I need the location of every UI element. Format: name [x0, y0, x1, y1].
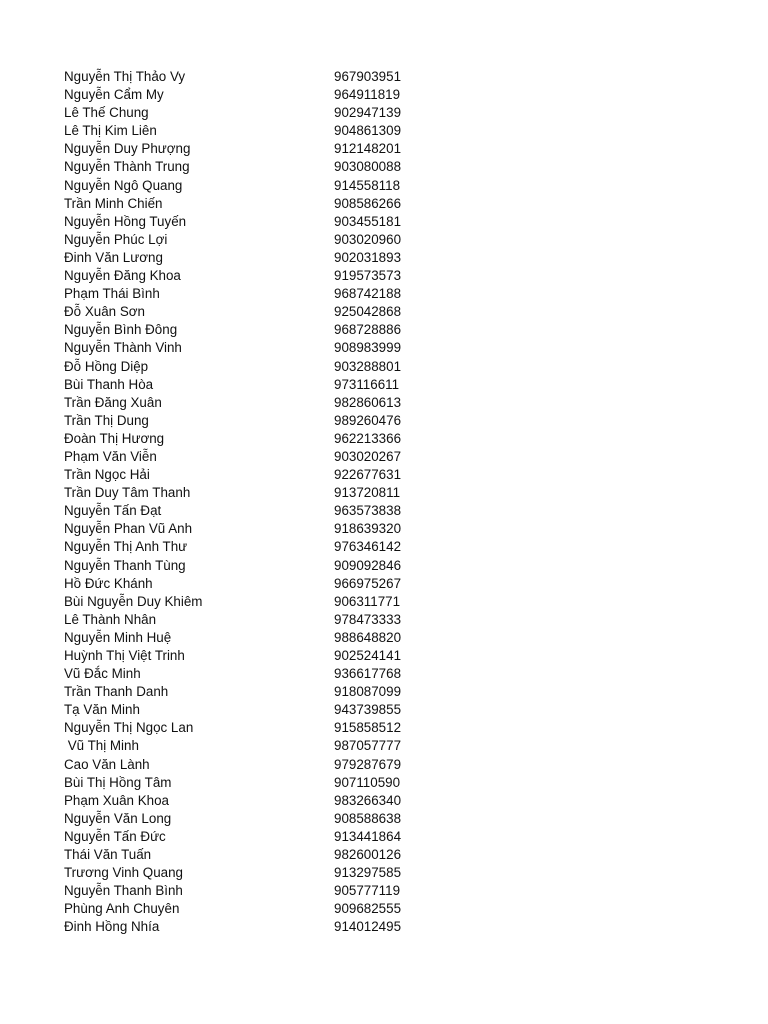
contact-phone: 966975267: [334, 575, 402, 591]
contact-phone: 908588638: [334, 810, 402, 826]
contact-phone: 982860613: [334, 394, 402, 410]
contact-phone: 987057777: [334, 738, 402, 754]
contact-phone: 913441864: [334, 828, 402, 844]
contact-phone: 976346142: [334, 539, 402, 555]
contact-name: Trần Minh Chiến: [64, 195, 163, 211]
contact-phone: 919573573: [334, 268, 402, 284]
contact-name: Nguyễn Thị Thảo Vy: [64, 69, 186, 84]
contact-phone: 968728886: [334, 322, 402, 338]
contact-phone: 909682555: [334, 901, 402, 917]
contact-name: Nguyễn Thị Anh Thư: [64, 539, 188, 555]
contact-phone: 909092846: [334, 557, 402, 573]
list-item: [64, 448, 484, 466]
contact-name: Nguyễn Bình Đông: [64, 322, 178, 338]
contact-name: Nguyễn Văn Long: [64, 810, 172, 826]
contact-phone: 902031893: [334, 249, 402, 265]
contact-name: Trần Thanh Danh: [64, 684, 169, 700]
list-item: [64, 303, 484, 321]
list-item: [64, 611, 484, 629]
contact-name: Lê Thành Nhân: [64, 611, 157, 627]
contact-name: Đinh Hồng Nhía: [64, 919, 160, 935]
contact-name: Đỗ Xuân Sơn: [64, 304, 145, 320]
contact-phone: 904861309: [334, 123, 402, 139]
list-item: [64, 810, 484, 828]
contact-phone: 913720811: [334, 485, 401, 501]
contact-phone: 968742188: [334, 286, 402, 302]
list-item: [64, 68, 484, 86]
contact-name: Bùi Thanh Hòa: [64, 376, 154, 392]
list-item: [64, 520, 484, 538]
list-item: [64, 737, 484, 755]
contact-name: Nguyễn Tấn Đức: [64, 828, 166, 844]
list-item: [64, 864, 484, 882]
contact-name: Nguyễn Phan Vũ Anh: [64, 521, 193, 537]
contact-name: Lê Thị Kim Liên: [64, 123, 157, 139]
contact-name: Nguyễn Ngô Quang: [64, 177, 183, 193]
contact-name: Nguyễn Đăng Khoa: [64, 268, 181, 284]
contact-name: Trần Ngọc Hải: [64, 467, 150, 483]
list-item: [64, 86, 484, 104]
list-item: [64, 231, 484, 249]
contact-phone: 906311771: [334, 593, 401, 609]
list-item: [64, 339, 484, 357]
contact-phone: 905777119: [334, 883, 401, 899]
contact-phone: 964911819: [334, 87, 401, 103]
list-item: [64, 177, 484, 195]
contact-name: Đoàn Thị Hương: [64, 430, 165, 446]
contact-name: Cao Văn Lành: [64, 756, 150, 772]
contact-name: Nguyễn Thị Ngọc Lan: [64, 720, 194, 736]
list-item: [64, 719, 484, 737]
contact-phone: 925042868: [334, 304, 402, 320]
contact-name: Nguyễn Phúc Lợi: [64, 231, 168, 247]
list-item: [64, 158, 484, 176]
contact-name: Nguyễn Thành Vinh: [64, 340, 182, 356]
contact-name: Trần Thị Dung: [64, 412, 149, 428]
list-item: [64, 701, 484, 719]
contact-name: Đỗ Hồng Diệp: [64, 358, 149, 374]
contact-phone: 982600126: [334, 847, 402, 863]
list-item: [64, 358, 484, 376]
contact-name: Trần Đăng Xuân: [64, 394, 162, 410]
contact-phone: 914012495: [334, 919, 402, 935]
contact-name: Trương Vinh Quang: [64, 865, 183, 881]
contact-name: Nguyễn Duy Phượng: [64, 141, 191, 157]
contact-name: Trần Duy Tâm Thanh: [64, 485, 191, 501]
contact-phone: 903020267: [334, 448, 402, 464]
list-item: [64, 792, 484, 810]
list-item: [64, 285, 484, 303]
list-item: [64, 376, 484, 394]
contact-name: Hồ Đức Khánh: [64, 575, 153, 591]
contact-name: Bùi Thị Hồng Tâm: [64, 774, 172, 790]
contact-name: Phạm Thái Bình: [64, 286, 160, 302]
contact-phone: 967903951: [334, 69, 402, 84]
contact-name: Huỳnh Thị Việt Trinh: [64, 648, 185, 663]
list-item: [64, 412, 484, 430]
contact-phone: 908983999: [334, 340, 402, 356]
list-item: [64, 665, 484, 683]
contact-name: Phạm Văn Viễn: [64, 448, 157, 464]
list-item: [64, 900, 484, 918]
contact-name: Đinh Văn Lương: [64, 249, 163, 265]
contact-phone: 902947139: [334, 105, 402, 121]
contact-phone: 903288801: [334, 358, 402, 374]
contact-name: Lê Thế Chung: [64, 105, 149, 121]
list-item: [64, 195, 484, 213]
list-item: [64, 267, 484, 285]
contact-phone: 903020960: [334, 231, 402, 247]
contact-name: Nguyễn Thành Trung: [64, 159, 190, 175]
contact-name: Vũ Thị Minh: [64, 738, 139, 754]
contact-phone: 973116611: [334, 376, 400, 392]
list-item: [64, 122, 484, 140]
contact-phone: 989260476: [334, 412, 402, 428]
contact-phone: 963573838: [334, 503, 402, 519]
contact-phone: 918087099: [334, 684, 402, 700]
list-item: [64, 557, 484, 575]
contact-name: Nguyễn Thanh Bình: [64, 883, 183, 899]
contact-name: Phùng Anh Chuyên: [64, 901, 180, 917]
list-item: [64, 683, 484, 701]
list-item: [64, 629, 484, 647]
list-item: [64, 213, 484, 231]
contact-phone: 988648820: [334, 629, 402, 645]
contact-name: Nguyễn Cẩm My: [64, 87, 164, 103]
list-item: [64, 846, 484, 864]
list-item: [64, 466, 484, 484]
list-item: [64, 430, 484, 448]
contact-phone: 903080088: [334, 159, 402, 175]
contact-phone: 936617768: [334, 666, 402, 682]
contact-phone: 913297585: [334, 865, 402, 881]
contact-phone: 922677631: [334, 467, 402, 483]
list-item: [64, 756, 484, 774]
contact-name: Nguyễn Minh Huệ: [64, 629, 172, 645]
contact-name: Phạm Xuân Khoa: [64, 792, 169, 808]
list-item: [64, 918, 484, 936]
contact-phone: 907110590: [334, 774, 401, 790]
list-item: [64, 249, 484, 267]
contact-name: Vũ Đắc Minh: [64, 666, 141, 682]
contact-name: Tạ Văn Minh: [64, 702, 140, 718]
list-item: [64, 647, 484, 665]
contact-list: [64, 68, 484, 937]
contact-phone: 918639320: [334, 521, 402, 537]
contact-name: Nguyễn Tấn Đạt: [64, 503, 162, 519]
contact-name: Bùi Nguyễn Duy Khiêm: [64, 593, 203, 609]
contact-phone: 979287679: [334, 756, 402, 772]
list-item: [64, 575, 484, 593]
list-item: [64, 538, 484, 556]
list-item: [64, 882, 484, 900]
contact-phone: 914558118: [334, 177, 401, 193]
list-item: [64, 828, 484, 846]
contact-phone: 978473333: [334, 611, 402, 627]
list-item: [64, 104, 484, 122]
contact-name: Nguyễn Thanh Tùng: [64, 557, 186, 573]
list-item: [64, 593, 484, 611]
list-item: [64, 502, 484, 520]
contact-phone: 943739855: [334, 702, 402, 718]
contact-phone: 908586266: [334, 195, 402, 211]
contact-phone: 962213366: [334, 430, 402, 446]
list-item: [64, 394, 484, 412]
contact-phone: 912148201: [334, 141, 402, 157]
contact-name: Thái Văn Tuấn: [64, 847, 152, 863]
list-item: [64, 321, 484, 339]
list-item: [64, 140, 484, 158]
contact-phone: 903455181: [334, 213, 402, 229]
list-item: [64, 774, 484, 792]
contact-phone: 902524141: [334, 648, 402, 663]
contact-phone: 983266340: [334, 792, 402, 808]
contact-phone: 915858512: [334, 720, 402, 736]
contact-name: Nguyễn Hồng Tuyến: [64, 213, 187, 229]
list-item: [64, 484, 484, 502]
